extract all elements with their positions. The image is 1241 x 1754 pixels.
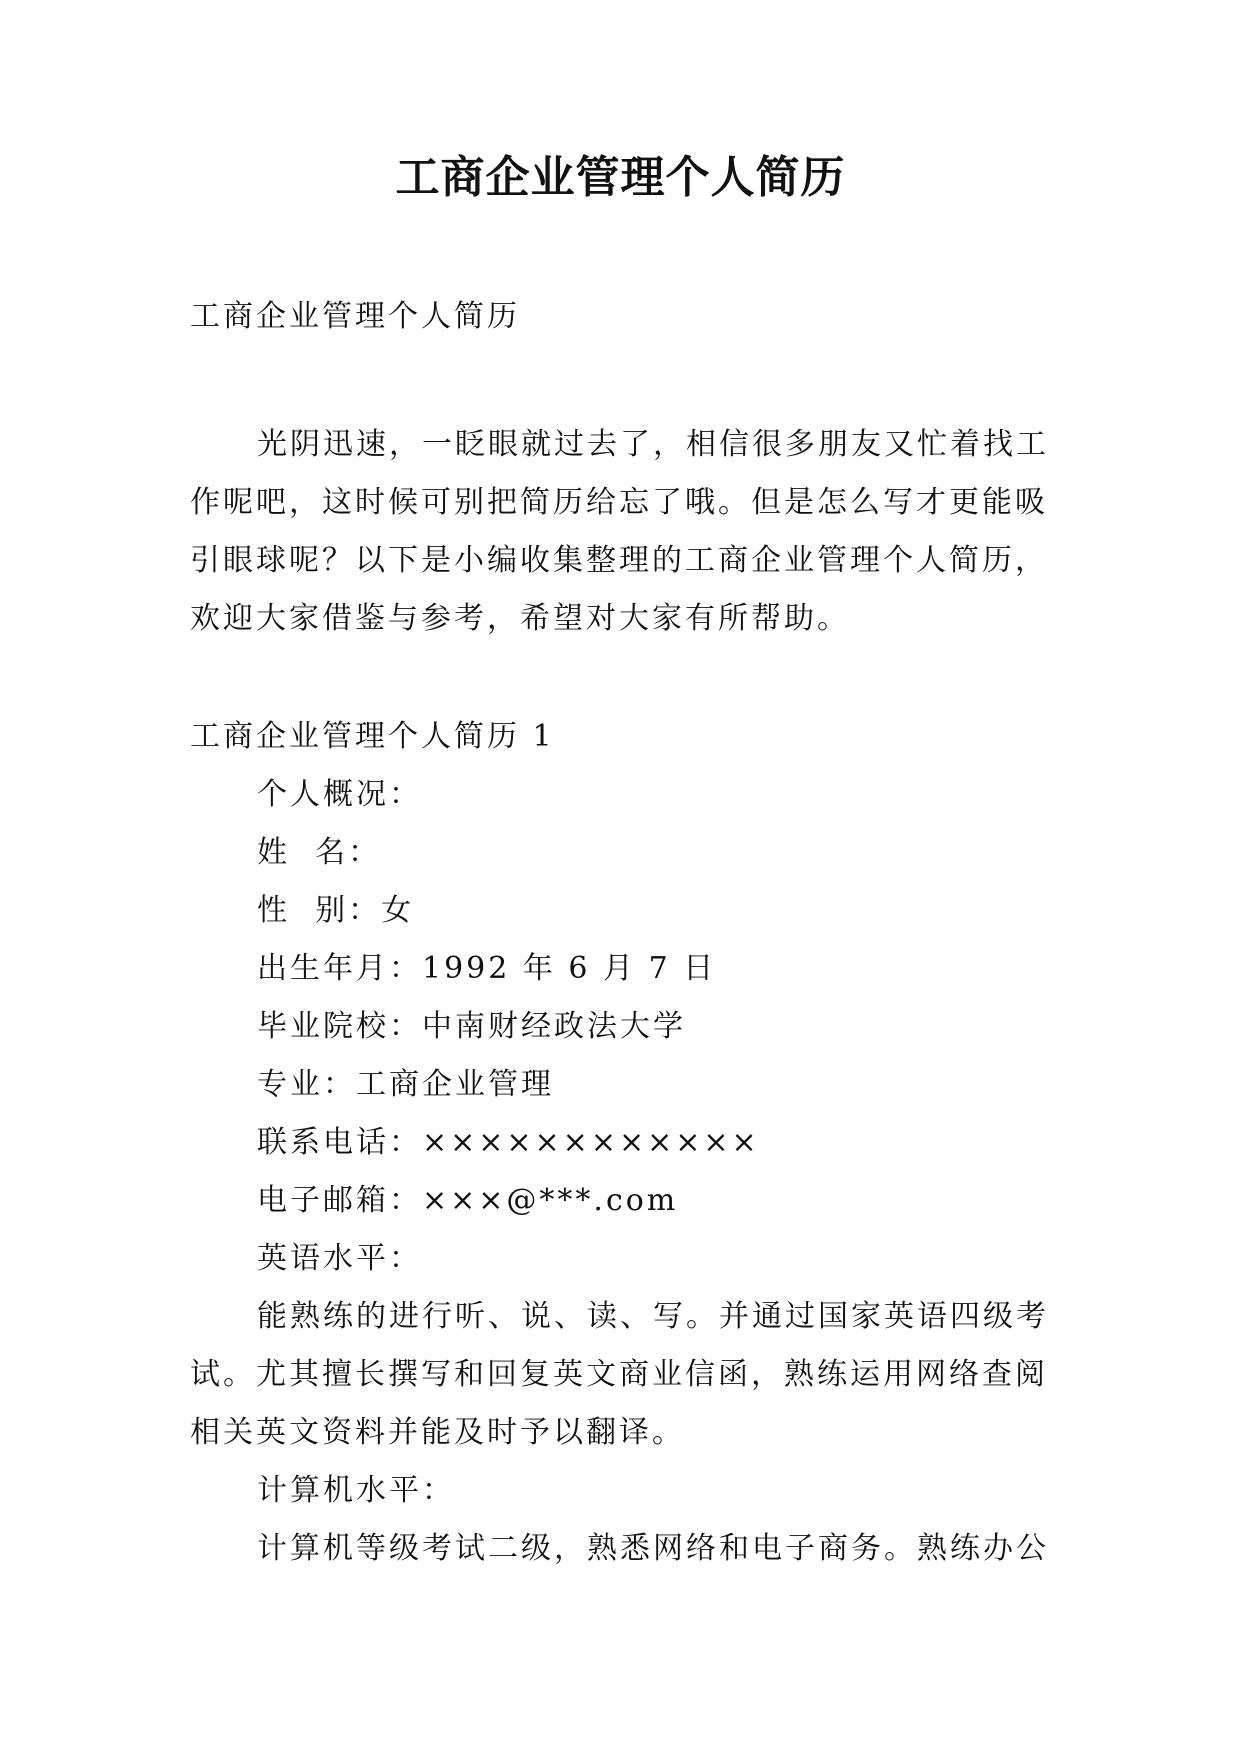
intro-paragraph [190,416,1052,648]
profile-major: 专业：工商企业管理 [257,1067,554,1102]
profile-section [190,766,1052,1230]
profile-birth: 出生年月：1992 年 6 月 7 日 [257,951,717,986]
profile-gender: 性 别：女 [257,893,415,928]
english-section [190,1230,1052,1462]
computer-section [190,1462,1052,1578]
profile-heading: 个人概况： [257,777,422,812]
english-heading: 英语水平： [257,1241,422,1276]
computer-line: 计算机等级考试二级，熟悉网络和电子商务。熟练办公 [257,1531,1049,1566]
subtitle: 工商企业管理个人简历 [190,299,520,334]
profile-name: 姓 名： [257,835,382,870]
profile-school: 毕业院校：中南财经政法大学 [257,1009,686,1044]
intro-line: 引眼球呢？以下是小编收集整理的工商企业管理个人简历， [190,543,1048,578]
document-title: 工商企业管理个人简历 [395,152,846,203]
section-heading: 工商企业管理个人简历 1 [190,719,555,754]
intro-line: 光阴迅速，一眨眼就过去了，相信很多朋友又忙着找工 [257,427,1049,462]
intro-line: 欢迎大家借鉴与参考，希望对大家有所帮助。 [190,601,850,636]
document-body [190,288,1052,1578]
english-line: 能熟练的进行听、说、读、写。并通过国家英语四级考 [257,1299,1049,1334]
profile-phone: 联系电话：×××××××××××× [257,1125,760,1160]
english-line: 试。尤其擅长撰写和回复英文商业信函，熟练运用网络查阅 [190,1357,1048,1392]
intro-line: 作呢吧，这时候可别把简历给忘了哦。但是怎么写才更能吸 [190,485,1048,520]
profile-email: 电子邮箱：×××@***.com [257,1183,679,1218]
computer-heading: 计算机水平： [257,1473,455,1508]
english-line: 相关英文资料并能及时予以翻译。 [190,1415,685,1450]
